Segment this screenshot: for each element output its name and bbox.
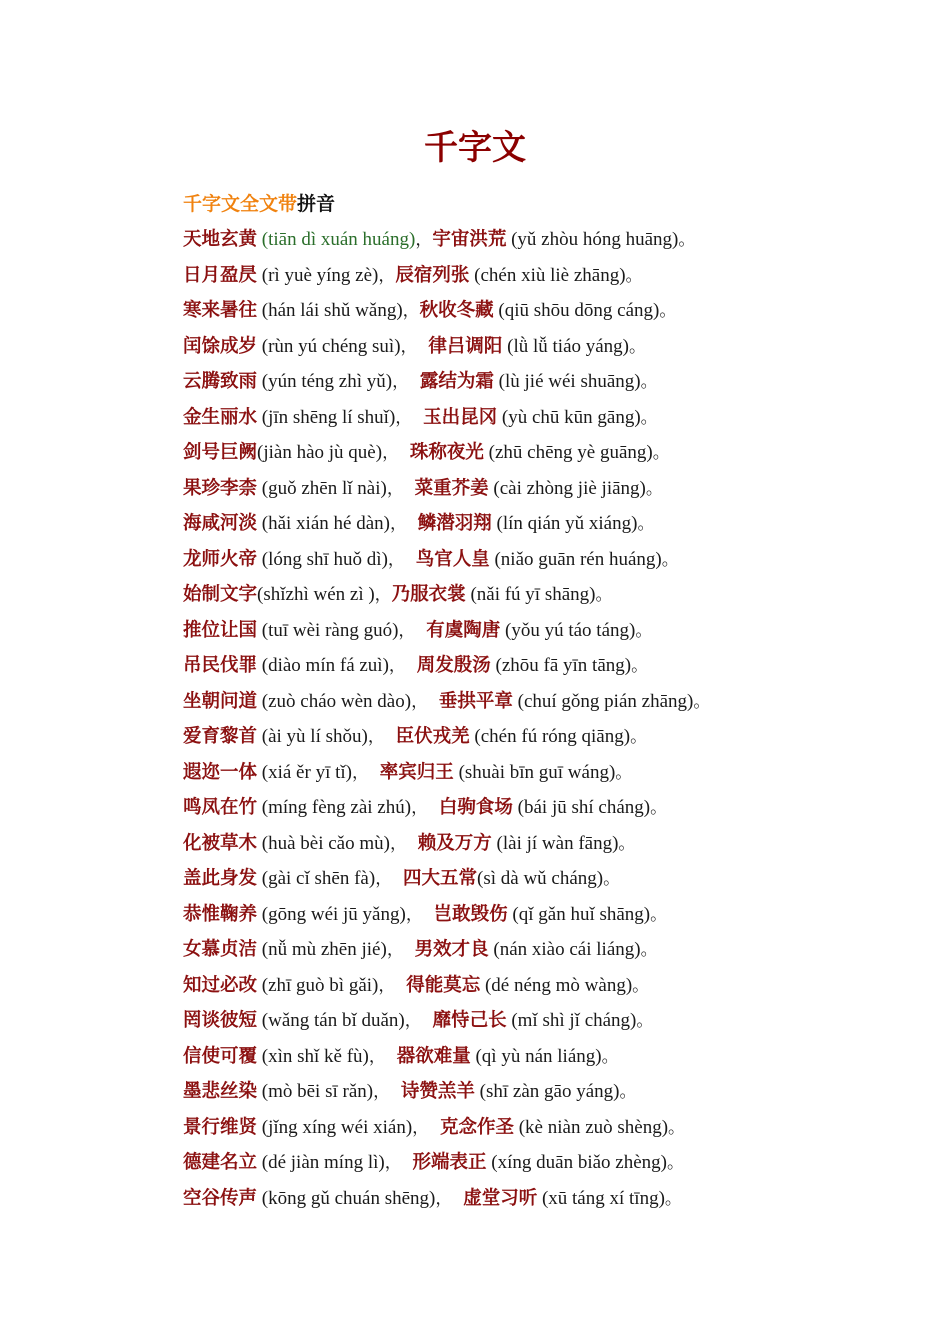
verse-period: 。: [601, 1046, 619, 1067]
verse-comma: ，: [382, 443, 410, 463]
verse-line: [183, 829, 923, 865]
verse-first-half: 吊民伐罪: [183, 655, 258, 676]
verse-first-half: 鸣凤在竹: [183, 797, 258, 818]
verse-period: 。: [650, 798, 668, 818]
verse-line: [183, 225, 923, 261]
verse-second-pinyin: (yǒu yú táo táng): [500, 619, 636, 641]
verse-first-half: 云腾致雨: [183, 371, 258, 392]
verse-second-pinyin: (qǐ gǎn huǐ shāng): [507, 903, 651, 925]
verse-second-pinyin: (kè niàn zuò shèng): [513, 1116, 669, 1138]
section-heading-highlight: 千字文全文带: [183, 193, 298, 215]
verse-comma: ，: [386, 478, 415, 499]
verse-first-half: 墨悲丝染: [183, 1081, 258, 1102]
verse-second-pinyin: (chuí gǒng pián zhāng): [512, 690, 694, 712]
verse-second-pinyin: (qì yù nán liáng): [470, 1045, 602, 1067]
verse-first-pinyin: (jǐng xíng wéi xián): [257, 1116, 413, 1138]
verse-second-pinyin: (nán xiào cái liáng): [488, 939, 641, 960]
verse-comma: ，: [395, 407, 424, 428]
verse-first-half: 景行维贤: [183, 1116, 258, 1138]
verse-line: [183, 971, 923, 1007]
verse-period: 。: [640, 940, 658, 960]
verse-second-pinyin: (cài zhòng jiè jiāng): [488, 477, 646, 499]
verse-comma: ，: [411, 691, 439, 712]
verse-first-pinyin: (jīn shēng lí shuǐ): [257, 406, 396, 428]
verse-second-half: 臣伏戎羌: [395, 726, 470, 747]
verse-second-half: 有虞陶唐: [426, 619, 501, 641]
verse-line: [183, 722, 923, 758]
verse-period: 。: [667, 1153, 684, 1173]
verse-first-pinyin: (xiá ěr yī tǐ): [257, 761, 352, 783]
verse-line: [183, 616, 923, 652]
verse-second-pinyin: (lǜ lǚ tiáo yáng): [502, 335, 630, 357]
verse-first-half: 天地玄黄: [183, 229, 258, 250]
verse-first-pinyin: (lóng shī huǒ dì): [257, 548, 388, 570]
verse-first-pinyin: (xìn shǐ kě fù): [257, 1045, 369, 1067]
verse-second-half: 辰宿列张: [395, 264, 470, 286]
verse-comma: ，: [387, 549, 416, 570]
verse-line: [183, 509, 923, 545]
verse-period: 。: [637, 514, 655, 534]
verse-line: [183, 793, 923, 829]
verse-second-pinyin: (qiū shōu dōng cáng): [493, 300, 660, 321]
verse-first-pinyin: (gài cǐ shēn fà): [257, 868, 376, 889]
verse-period: 。: [659, 301, 677, 321]
verse-comma: ，: [384, 1153, 413, 1173]
verse-period: 。: [678, 230, 696, 250]
verse-comma: ，: [435, 1188, 464, 1209]
verse-second-pinyin: (shī zàn gāo yáng): [474, 1081, 620, 1102]
verse-period: 。: [631, 656, 649, 676]
verse-second-half: 玉出昆冈: [423, 406, 498, 428]
verse-first-half: 恭惟鞠养: [183, 903, 258, 925]
verse-line: [183, 1042, 923, 1078]
verse-first-pinyin: (dé jiàn míng lì): [257, 1152, 385, 1173]
verse-comma: ，: [392, 372, 420, 392]
verse-second-pinyin: (xū táng xí tīng): [537, 1187, 665, 1209]
verse-first-half: 信使可覆: [183, 1045, 258, 1067]
verse-comma: ，: [368, 1046, 397, 1067]
verse-line: [183, 296, 923, 332]
verse-second-pinyin: (chén fú róng qiāng): [469, 726, 631, 747]
verse-second-pinyin: (chén xiù liè zhāng): [469, 264, 626, 286]
verse-first-pinyin: (mò bēi sī rǎn): [257, 1081, 374, 1102]
verse-second-pinyin: (dé néng mò wàng): [480, 974, 633, 996]
verse-period: 。: [661, 549, 679, 570]
verse-first-half: 闰馀成岁: [183, 335, 258, 357]
verse-second-half: 靡恃己长: [432, 1010, 507, 1031]
verse-second-pinyin: (zhōu fā yīn tāng): [490, 655, 632, 676]
verse-first-half: 海咸河淡: [183, 513, 258, 534]
verse-second-pinyin: (yǔ zhòu hóng huāng): [506, 229, 679, 250]
verse-first-half: 日月盈昃: [183, 264, 258, 286]
verse-second-half: 鳞潜羽翔: [417, 513, 492, 534]
verse-period: 。: [693, 691, 711, 712]
verse-line: [183, 758, 923, 794]
verse-second-half: 四大五常: [403, 868, 478, 889]
verse-period: 。: [618, 833, 636, 854]
verse-comma: ，: [374, 585, 392, 605]
verse-line: [183, 1006, 923, 1042]
verse-comma: ，: [389, 514, 418, 534]
verse-first-pinyin: (wǎng tán bǐ duǎn): [257, 1010, 405, 1031]
verse-first-pinyin: (jiàn hào jù què): [257, 442, 383, 463]
verse-first-pinyin: (tiān dì xuán huáng): [257, 229, 416, 250]
verse-second-half: 秋收冬藏: [419, 300, 494, 321]
verse-second-half: 克念作圣: [439, 1116, 514, 1138]
verse-second-half: 律吕调阳: [428, 335, 503, 357]
verse-second-pinyin: (lín qián yǔ xiáng): [491, 513, 638, 534]
verse-comma: ，: [378, 975, 407, 996]
verse-second-half: 男效才良: [414, 939, 489, 960]
verse-line: [183, 367, 923, 403]
verse-comma: ，: [389, 833, 418, 854]
verse-comma: ，: [388, 656, 417, 676]
verse-first-pinyin: (diào mín fá zuì): [257, 655, 389, 676]
verse-first-half: 空谷传声: [183, 1187, 258, 1209]
verse-line: [183, 545, 923, 581]
verse-second-pinyin: (shuài bīn guī wáng): [453, 761, 616, 783]
verse-second-pinyin: (mǐ shì jǐ cháng): [506, 1010, 637, 1031]
verse-comma: ，: [411, 798, 439, 818]
verse-period: 。: [635, 620, 653, 641]
verse-period: 。: [615, 762, 633, 783]
verse-first-half: 龙师火帝: [183, 548, 258, 570]
verse-line: [183, 474, 923, 510]
verse-line: [183, 438, 923, 474]
verse-first-pinyin: (tuī wèi ràng guó): [257, 619, 399, 641]
verse-second-pinyin: (lù jié wéi shuāng): [493, 371, 641, 392]
verse-comma: ，: [398, 620, 427, 641]
verse-period: 。: [652, 443, 670, 463]
verse-period: 。: [645, 478, 663, 499]
verse-second-pinyin: (sì dà wǔ cháng): [477, 868, 604, 889]
verse-line: [183, 935, 923, 971]
verse-period: 。: [636, 1011, 654, 1031]
verse-second-pinyin: (niǎo guān rén huáng): [489, 548, 662, 570]
verse-comma: ，: [412, 1117, 440, 1138]
verse-period: 。: [668, 1117, 686, 1138]
verse-period: 。: [629, 336, 647, 357]
verse-first-half: 知过必改: [183, 974, 258, 996]
section-heading: [183, 191, 335, 217]
verse-line: [183, 1184, 923, 1220]
verse-second-pinyin: (lài jí wàn fāng): [491, 832, 619, 854]
verse-period: 。: [664, 1188, 682, 1209]
verse-line: [183, 261, 923, 297]
verse-second-half: 垂拱平章: [438, 690, 513, 712]
verse-second-half: 乃服衣裳: [391, 584, 466, 605]
verse-second-half: 诗赞羔羊: [400, 1081, 475, 1102]
verse-comma: ，: [373, 1082, 401, 1102]
verse-first-pinyin: (huà bèi cǎo mù): [257, 832, 390, 854]
verse-second-half: 白驹食场: [438, 797, 513, 818]
verse-first-pinyin: (yún téng zhì yǔ): [257, 371, 393, 392]
verse-period: 。: [640, 407, 658, 428]
page-title: 千字文: [424, 128, 526, 168]
verse-first-half: 始制文字: [183, 584, 258, 605]
verse-comma: ，: [351, 762, 380, 783]
verse-second-half: 赖及万方: [417, 832, 492, 854]
section-heading-rest: 拼音: [297, 193, 336, 215]
verse-comma: ，: [405, 904, 434, 925]
verse-second-half: 虚堂习听: [463, 1187, 538, 1209]
verse-comma: ，: [402, 301, 420, 321]
verse-period: 。: [630, 727, 648, 747]
verse-first-half: 爱育黎首: [183, 726, 258, 747]
verse-period: 。: [595, 585, 613, 605]
verse-list: [183, 225, 923, 1219]
verse-line: [183, 1113, 923, 1149]
verse-first-pinyin: (ài yù lí shǒu): [257, 726, 368, 747]
verse-first-pinyin: (gōng wéi jū yǎng): [257, 903, 406, 925]
verse-comma: ，: [375, 869, 403, 889]
verse-line: [183, 864, 923, 900]
verse-first-pinyin: (kōng gǔ chuán shēng): [257, 1187, 436, 1209]
verse-first-half: 遐迩一体: [183, 761, 258, 783]
verse-first-pinyin: (guǒ zhēn lǐ nài): [257, 477, 387, 499]
verse-line: [183, 332, 923, 368]
verse-line: [183, 687, 923, 723]
verse-line: [183, 900, 923, 936]
verse-first-half: 金生丽水: [183, 406, 258, 428]
verse-second-half: 露结为霜: [419, 371, 494, 392]
verse-comma: ，: [367, 727, 396, 747]
verse-second-pinyin: (nǎi fú yī shāng): [465, 584, 596, 605]
verse-period: 。: [619, 1082, 637, 1102]
verse-first-pinyin: (nǚ mù zhēn jié): [257, 939, 387, 960]
verse-line: [183, 580, 923, 616]
verse-line: [183, 651, 923, 687]
verse-first-half: 寒来暑往: [183, 300, 258, 321]
verse-first-pinyin: (rì yuè yíng zè): [257, 264, 379, 286]
verse-second-half: 鸟官人皇: [415, 548, 490, 570]
verse-first-half: 德建名立: [183, 1152, 258, 1173]
verse-first-pinyin: (shǐzhì wén zì ): [257, 584, 375, 605]
verse-period: 。: [650, 904, 668, 925]
verse-second-half: 周发殷汤: [416, 655, 491, 676]
verse-first-pinyin: (hǎi xián hé dàn): [257, 513, 390, 534]
verse-second-half: 珠称夜光: [409, 442, 484, 463]
verse-first-pinyin: (zhī guò bì gǎi): [257, 974, 379, 996]
verse-second-half: 得能莫忘: [406, 974, 481, 996]
verse-comma: ，: [386, 940, 415, 960]
verse-comma: ，: [404, 1011, 433, 1031]
verse-line: [183, 1077, 923, 1113]
verse-comma: ，: [400, 336, 429, 357]
verse-second-half: 形端表正: [412, 1152, 487, 1173]
verse-comma: ，: [415, 230, 433, 250]
verse-second-pinyin: (bái jū shí cháng): [512, 797, 651, 818]
verse-first-half: 剑号巨阙: [183, 442, 258, 463]
verse-line: [183, 403, 923, 439]
verse-line: [183, 1148, 923, 1184]
verse-second-half: 宇宙洪荒: [432, 229, 507, 250]
verse-period: 。: [640, 372, 658, 392]
verse-first-half: 盖此身发: [183, 868, 258, 889]
verse-second-half: 菜重芥姜: [414, 477, 489, 499]
verse-comma: ，: [378, 265, 396, 286]
verse-first-half: 女慕贞洁: [183, 939, 258, 960]
verse-first-pinyin: (míng fèng zài zhú): [257, 797, 412, 818]
verse-second-pinyin: (xíng duān biǎo zhèng): [486, 1152, 667, 1173]
verse-first-half: 果珍李柰: [183, 477, 258, 499]
verse-first-half: 罔谈彼短: [183, 1010, 258, 1031]
verse-first-half: 化被草木: [183, 832, 258, 854]
verse-period: 。: [632, 975, 650, 996]
verse-first-pinyin: (hán lái shǔ wǎng): [257, 300, 403, 321]
verse-second-pinyin: (yù chū kūn gāng): [497, 406, 641, 428]
verse-period: 。: [603, 869, 621, 889]
verse-first-pinyin: (zuò cháo wèn dào): [257, 690, 412, 712]
verse-first-half: 坐朝问道: [183, 690, 258, 712]
verse-first-pinyin: (rùn yú chéng suì): [257, 335, 401, 357]
verse-second-half: 岂敢毁伤: [433, 903, 508, 925]
verse-period: 。: [625, 265, 643, 286]
verse-second-half: 率宾归王: [379, 761, 454, 783]
verse-first-half: 推位让国: [183, 619, 258, 641]
verse-second-half: 器欲难量: [396, 1045, 471, 1067]
verse-second-pinyin: (zhū chēng yè guāng): [483, 442, 653, 463]
